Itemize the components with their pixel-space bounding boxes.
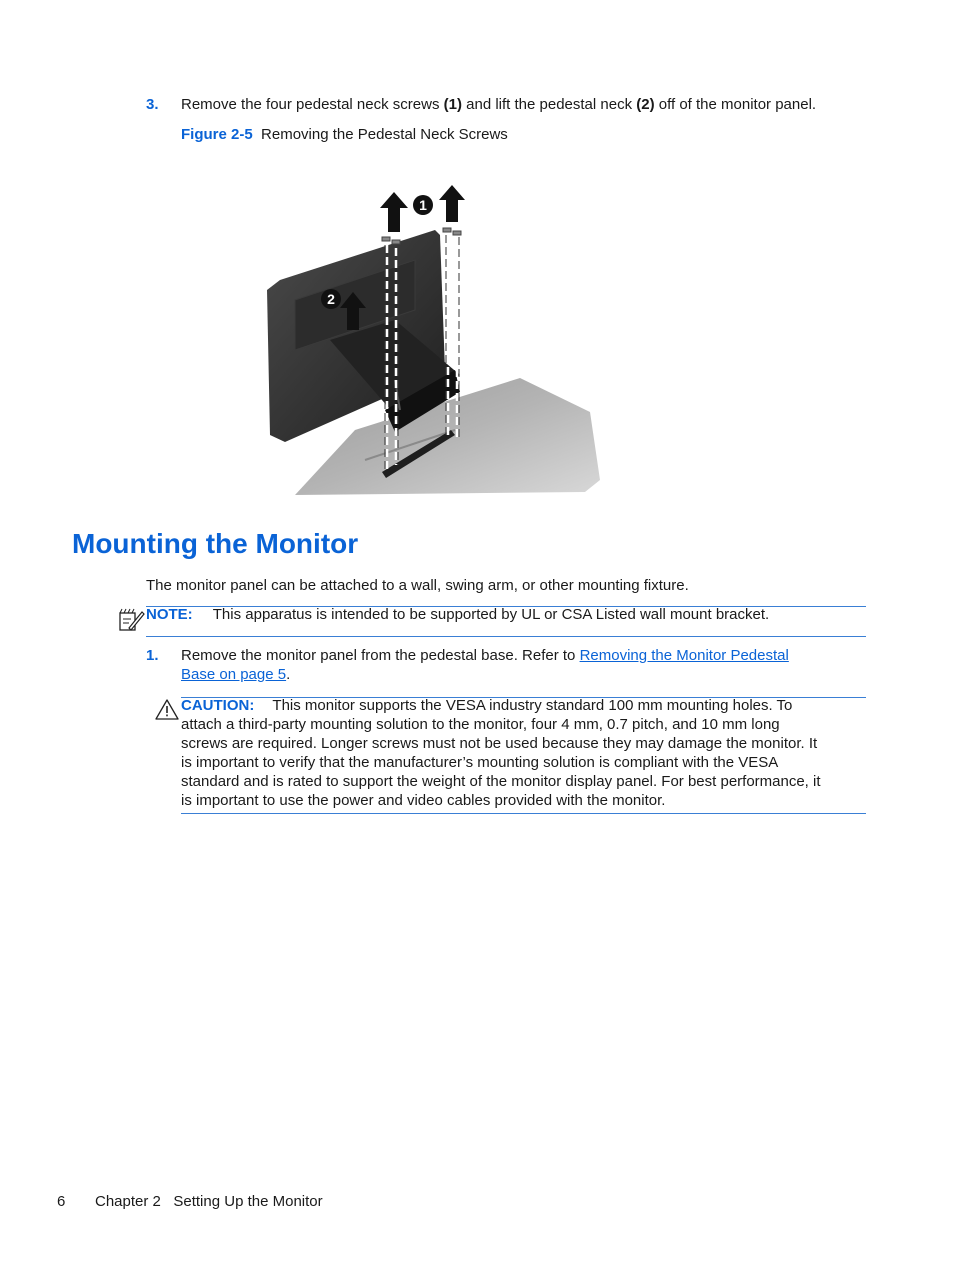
caution-icon bbox=[155, 699, 179, 720]
caution-text: CAUTION: This monitor supports the VESA industry standard 100 mm mounting holes. To attach a third-party mounting solution to the monitor, four 4 mm, 0.7 pitch, and 10 mm long screws are required. Longer screws must not be used because they may damage the monitor. It is important to verify that the manufacturer’s mounting solution is compliant with the VESA standard and is rated to support the weight of the monitor display panel. For best performance, it is important to use the power and video cables provided with the monitor. bbox=[181, 697, 821, 809]
figure-illustration bbox=[255, 180, 600, 500]
link-removing-pedestal-line2[interactable]: Base on page 5 bbox=[181, 666, 287, 683]
caution-bottom-rule bbox=[181, 813, 866, 814]
figure-label: Figure 2-5 bbox=[181, 126, 253, 143]
section-intro: The monitor panel can be attached to a wall, swing arm, or other mounting fixture. bbox=[146, 577, 689, 594]
section-title: Mounting the Monitor bbox=[72, 528, 359, 559]
footer-chapter: Chapter 2 Setting Up the Monitor bbox=[95, 1193, 323, 1210]
caution-label: CAUTION: bbox=[181, 697, 255, 714]
link-removing-pedestal-line1[interactable]: Removing the Monitor Pedestal bbox=[579, 647, 789, 664]
figure-caption bbox=[181, 125, 508, 144]
svg-text:1: 1 bbox=[419, 197, 427, 213]
callout-1 bbox=[413, 195, 433, 215]
page-number: 6 bbox=[57, 1193, 66, 1210]
callout-2 bbox=[321, 289, 341, 309]
figure-title: Removing the Pedestal Neck Screws bbox=[261, 126, 508, 143]
step-3-text: Remove the four pedestal neck screws (1) and lift the pedestal neck (2) off of the monitor panel. bbox=[181, 96, 817, 113]
svg-text:2: 2 bbox=[327, 291, 335, 307]
step-1-text: Remove the monitor panel from the pedestal base. Refer to Removing the Monitor Pedestal Base on page 5. bbox=[181, 647, 789, 683]
note-label: NOTE: bbox=[146, 606, 193, 623]
note-icon bbox=[118, 608, 146, 632]
note-text bbox=[146, 605, 769, 624]
step-1 bbox=[146, 646, 159, 665]
note-bottom-rule bbox=[146, 636, 866, 637]
step-number: 3. bbox=[146, 96, 159, 113]
note-body: This apparatus is intended to be supported by UL or CSA Listed wall mount bracket. bbox=[212, 606, 770, 623]
step-number: 1. bbox=[146, 647, 159, 664]
